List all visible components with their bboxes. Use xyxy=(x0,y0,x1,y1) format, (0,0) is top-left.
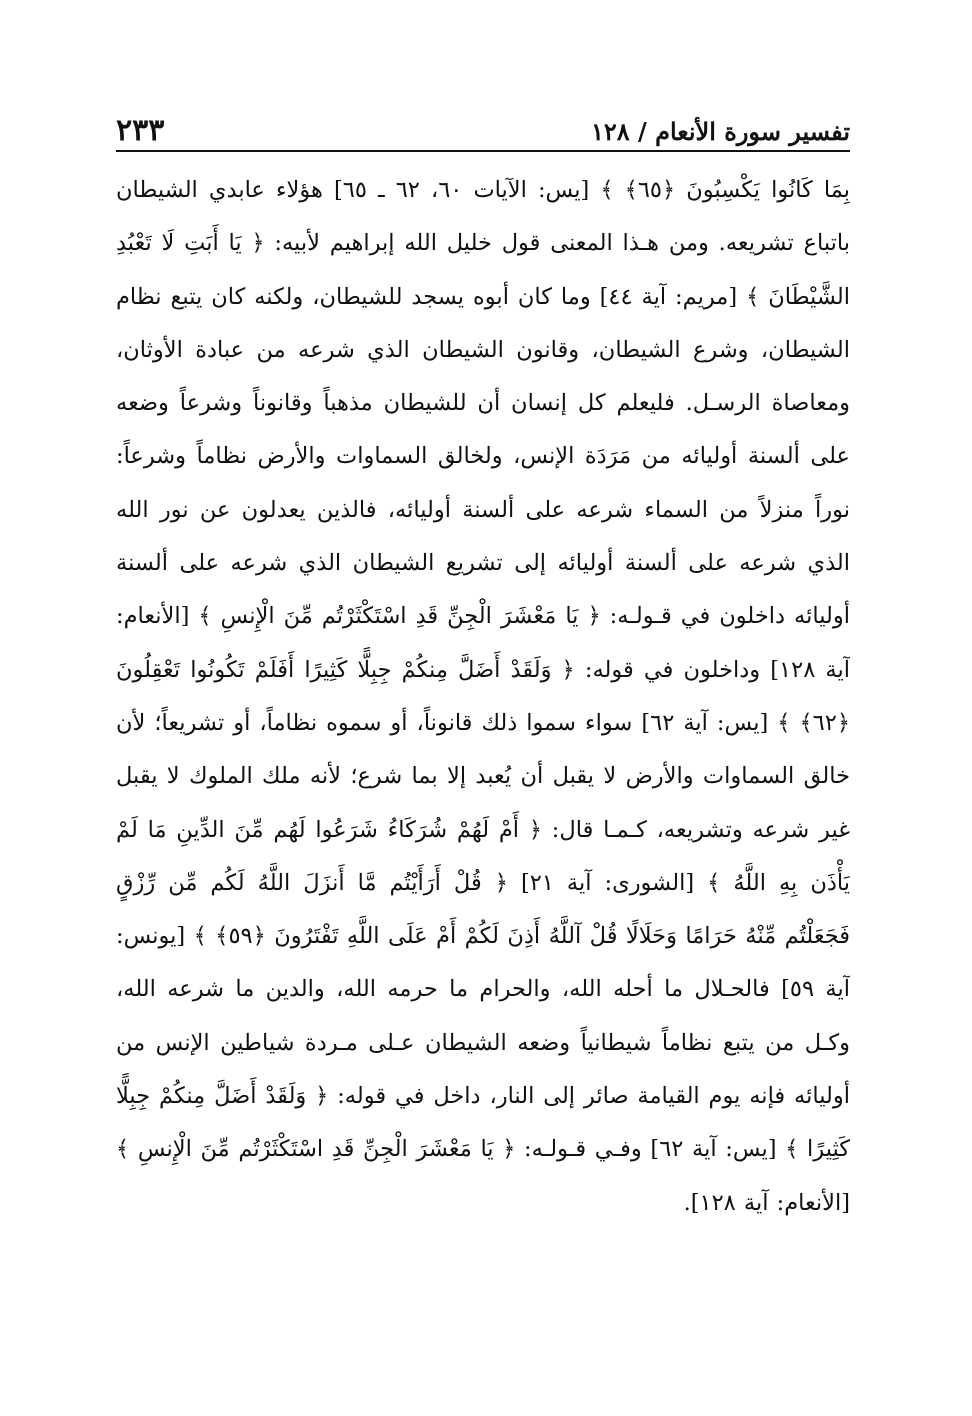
header-divider xyxy=(116,150,850,152)
page-number: ٢٣٣ xyxy=(116,113,165,148)
body-text: بِمَا كَانُوا يَكْسِبُونَ ﴿٦٥﴾ ﴾ [يس: الآيات ٦٠، ٦٢ ـ ٦٥] هؤلاء عابدي الشيطان باتباع تشريعه. ومن هـذا المعنى قول خليل الله إبراهيم لأبيه: ﴿ يَا أَبَتِ لَا تَعْبُدِ الشَّيْطَانَ ﴾ [مريم: آية ٤٤] وما كان أبوه يسجد للشيطان، ولكنه كان يتبع نظام الشيطان، وشرع الشيطان، وقانون الشيطان الذي شرعه من عبادة الأوثان، ومعاصاة الرسـل. فليعلم كل إنسان أن للشيطان مذهباً وقانوناً وشرعاً وضعه على ألسنة أوليائه من مَرَدَة الإنس، ولخالق السماوات والأرض نظاماً وشرعاً: نوراً منزلاً من السماء شرعه على ألسنة أوليائه، فالذين يعدلون عن نور الله الذي شرعه على ألسنة أوليائه إلى تشريع الشيطان الذي شرعه على ألسنة أوليائه داخلون في قـولـه: ﴿ يَا مَعْشَرَ الْجِنِّ قَدِ اسْتَكْثَرْتُم مِّنَ الْإِنسِ ﴾ [الأنعام: آية ١٢٨] وداخلون في قوله: ﴿ وَلَقَدْ أَضَلَّ مِنكُمْ جِبِلًّا كَثِيرًا أَفَلَمْ تَكُونُوا تَعْقِلُونَ ﴿٦٢﴾ ﴾ [يس: آية ٦٢] سواء سموا ذلك قانوناً، أو سموه نظاماً، أو تشريعاً؛ لأن خالق السماوات والأرض لا يقبل أن يُعبد إلا بما شرع؛ لأنه ملك الملوك لا يقبل غير شرعه وتشريعه، كـمـا قال: ﴿ أَمْ لَهُمْ شُرَكَاءُ شَرَعُوا لَهُم مِّنَ الدِّينِ مَا لَمْ يَأْذَن بِهِ اللَّهُ ﴾ [الشورى: آية ٢١] ﴿ قُلْ أَرَأَيْتُم مَّا أَنزَلَ اللَّهُ لَكُم مِّن رِّزْقٍ فَجَعَلْتُم مِّنْهُ حَرَامًا وَحَلَالًا قُلْ آللَّهُ أَذِنَ لَكُمْ أَمْ عَلَى اللَّهِ تَفْتَرُونَ ﴿٥٩﴾ ﴾ [يونس: آية ٥٩] فالحـلال ما أحله الله، والحرام ما حرمه الله، والدين ما شرعه الله، وكـل من يتبع نظاماً شيطانياً وضعه الشيطان عـلى مـردة شياطين الإنس من أوليائه فإنه يوم القيامة صائر إلى النار، داخل في قوله: ﴿ وَلَقَدْ أَضَلَّ مِنكُمْ جِبِلًّا كَثِيرًا ﴾ [يس: آية ٦٢] وفـي قـولـه: ﴿ يَا مَعْشَرَ الْجِنِّ قَدِ اسْتَكْثَرْتُم مِّنَ الْإِنسِ ﴾ [الأنعام: آية ١٢٨]. xyxy=(116,177,850,1216)
running-title: تفسير سورة الأنعام / ١٢٨ xyxy=(590,117,850,146)
page-header xyxy=(116,108,850,148)
